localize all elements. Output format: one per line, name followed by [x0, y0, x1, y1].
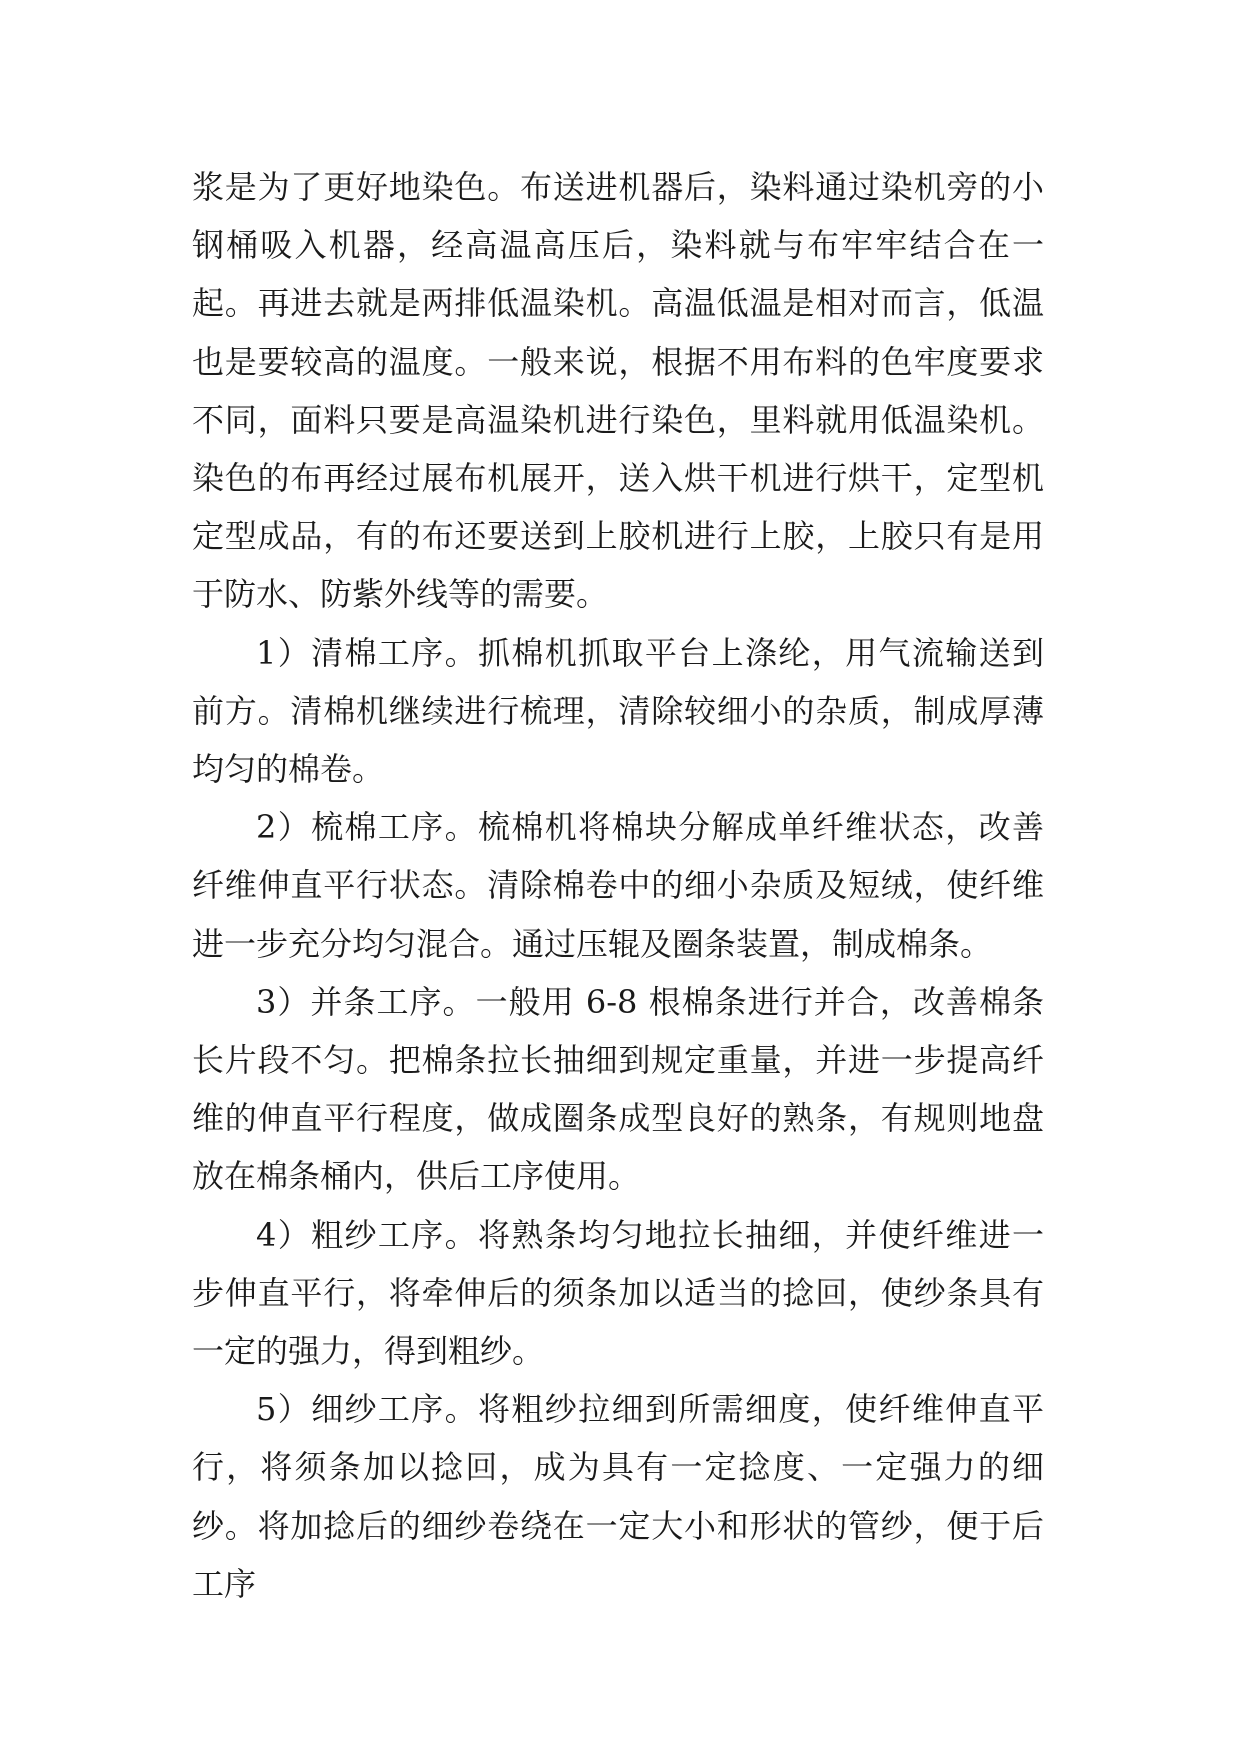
paragraph-dyeing-process: 浆是为了更好地染色。布送进机器后，染料通过染机旁的小钢桶吸入机器，经高温高压后，染料就与布牢牢结合在一起。再进去就是两排低温染机。高温低温是相对而言，低温也是要较高的温度。一般来说，根据不用布料的色牢度要求不同，面料只要是高温染机进行染色，里料就用低温染机。染色的布再经过展布机展开，送入烘干机进行烘干，定型机定型成品，有的布还要送到上胶机进行上胶，上胶只有是用于防水、防紫外线等的需要。 [192, 168, 1044, 614]
paragraph-step-5-spinning: 5）细纱工序。将粗纱拉细到所需细度，使纤维伸直平行，将须条加以捻回，成为具有一定捻度、一定强力的细纱。将加捻后的细纱卷绕在一定大小和形状的管纱，便于后工序 [192, 1390, 1044, 1603]
paragraph-step-2-carding: 2）梳棉工序。梳棉机将棉块分解成单纤维状态，改善纤维伸直平行状态。清除棉卷中的细小杂质及短绒，使纤维进一步充分均匀混合。通过压辊及圈条装置，制成棉条。 [192, 808, 1044, 963]
paragraph-step-1-opening: 1）清棉工序。抓棉机抓取平台上涤纶，用气流输送到前方。清棉机继续进行梳理，清除较细小的杂质，制成厚薄均匀的棉卷。 [192, 633, 1044, 789]
document-body [192, 158, 1044, 1613]
paragraph-step-4-roving: 4）粗纱工序。将熟条均匀地拉长抽细，并使纤维进一步伸直平行，将牵伸后的须条加以适当的捻回，使纱条具有一定的强力，得到粗纱。 [192, 1215, 1044, 1371]
paragraph-step-3-drawing: 3）并条工序。一般用 6-8 根棉条进行并合，改善棉条长片段不匀。把棉条拉长抽细到规定重量，并进一步提高纤维的伸直平行程度，做成圈条成型良好的熟条，有规则地盘放在棉条桶内，供后工序使用。 [192, 982, 1044, 1196]
